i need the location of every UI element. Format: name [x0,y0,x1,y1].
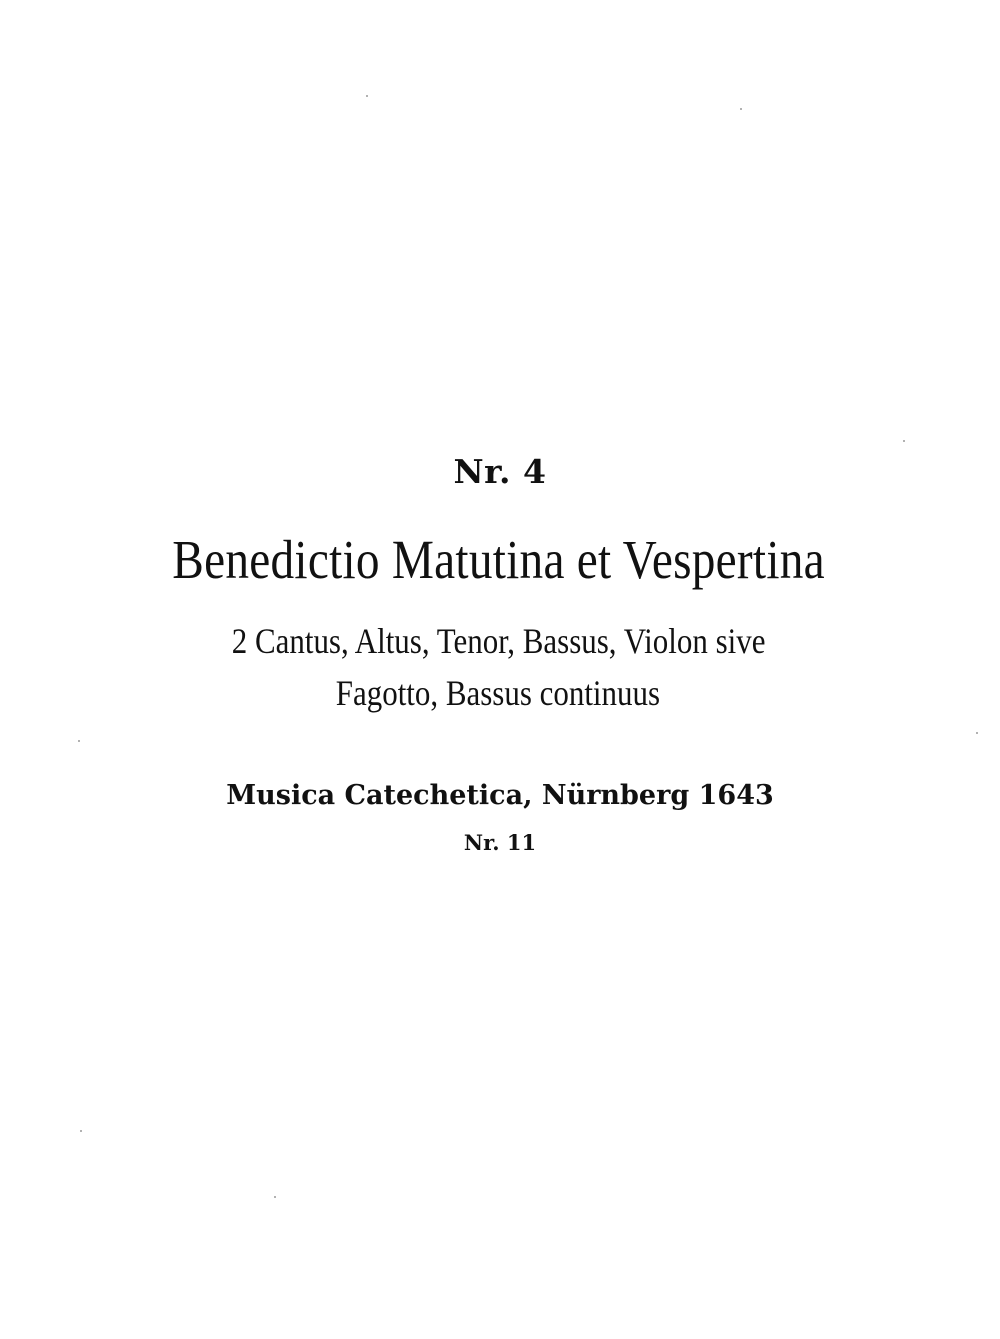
scan-speck [78,740,80,742]
scan-speck [274,1196,276,1198]
source-collection: Musica Catechetica, Nürnberg 1643 [226,780,774,811]
scan-speck [80,1130,82,1132]
piece-number: Nr. 4 [453,452,547,491]
piece-title: Benedictio Matutina et Vespertina [172,529,825,590]
source-number: Nr. 11 [463,830,537,855]
scoring-line-1: 2 Cantus, Altus, Tenor, Bassus, Violon sive [231,621,766,661]
scan-speck [366,95,368,97]
scan-speck [740,108,742,110]
scan-speck [903,440,905,442]
scan-speck [976,732,978,734]
scoring-line-2: Fagotto, Bassus continuus [335,673,661,713]
